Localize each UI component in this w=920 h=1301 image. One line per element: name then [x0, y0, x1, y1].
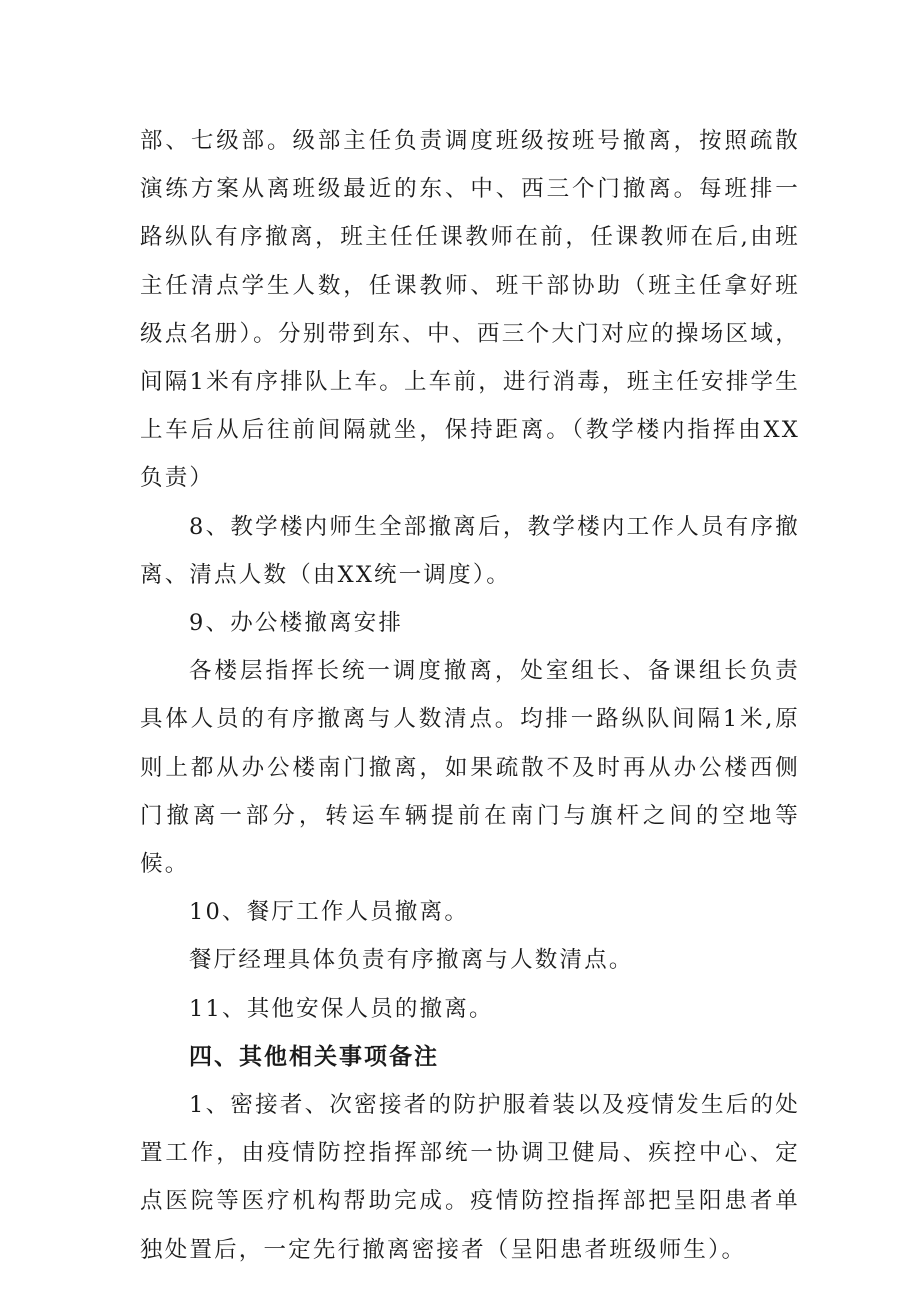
paragraph-item-8: 8、教学楼内师生全部撤离后，教学楼内工作人员有序撤离、清点人数（由XX统一调度）。	[140, 513, 800, 588]
paragraph-grade-evacuation: 部、七级部。级部主任负责调度班级按班号撤离，按照疏散演练方案从离班级最近的东、中、西三个门撤离。每班排一路纵队有序撤离，班主任任课教师在前，任课教师在后,由班主任清点学生人数，任课教师、班干部协助（班主任拿好班级点名册）。分别带到东、中、西三个大门对应的操场区域，间隔1米有序排队上车。上车前，进行消毒，班主任安排学生上车后从后往前间隔就坐，保持距离。（教学楼内指挥由XX负责）	[140, 128, 800, 492]
document-body	[140, 117, 800, 1274]
paragraph-item-11-title: 11、其他安保人员的撤离。	[189, 995, 494, 1022]
paragraph-item-9-title: 9、办公楼撤离安排	[189, 610, 404, 637]
paragraph-item-10-title: 10、餐厅工作人员撤离。	[189, 899, 470, 926]
paragraph-close-contact-handling: 1、密接者、次密接者的防护服着装以及疫情发生后的处置工作，由疫情防控指挥部统一协调卫健局、疾控中心、定点医院等医疗机构帮助完成。疫情防控指挥部把呈阳患者单独处置后，一定先行撤离密接者（呈阳患者班级师生）。	[140, 1092, 800, 1263]
paragraph-canteen-evacuation: 餐厅经理具体负责有序撤离与人数清点。	[189, 947, 634, 974]
section-heading-four: 四、其他相关事项备注	[189, 1043, 439, 1070]
paragraph-office-evacuation: 各楼层指挥长统一调度撤离，处室组长、备课组长负责具体人员的有序撤离与人数清点。均排一路纵队间隔1米,原则上都从办公楼南门撤离，如果疏散不及时再从办公楼西侧门撤离一部分，转运车辆提前在南门与旗杆之间的空地等候。	[140, 658, 800, 878]
